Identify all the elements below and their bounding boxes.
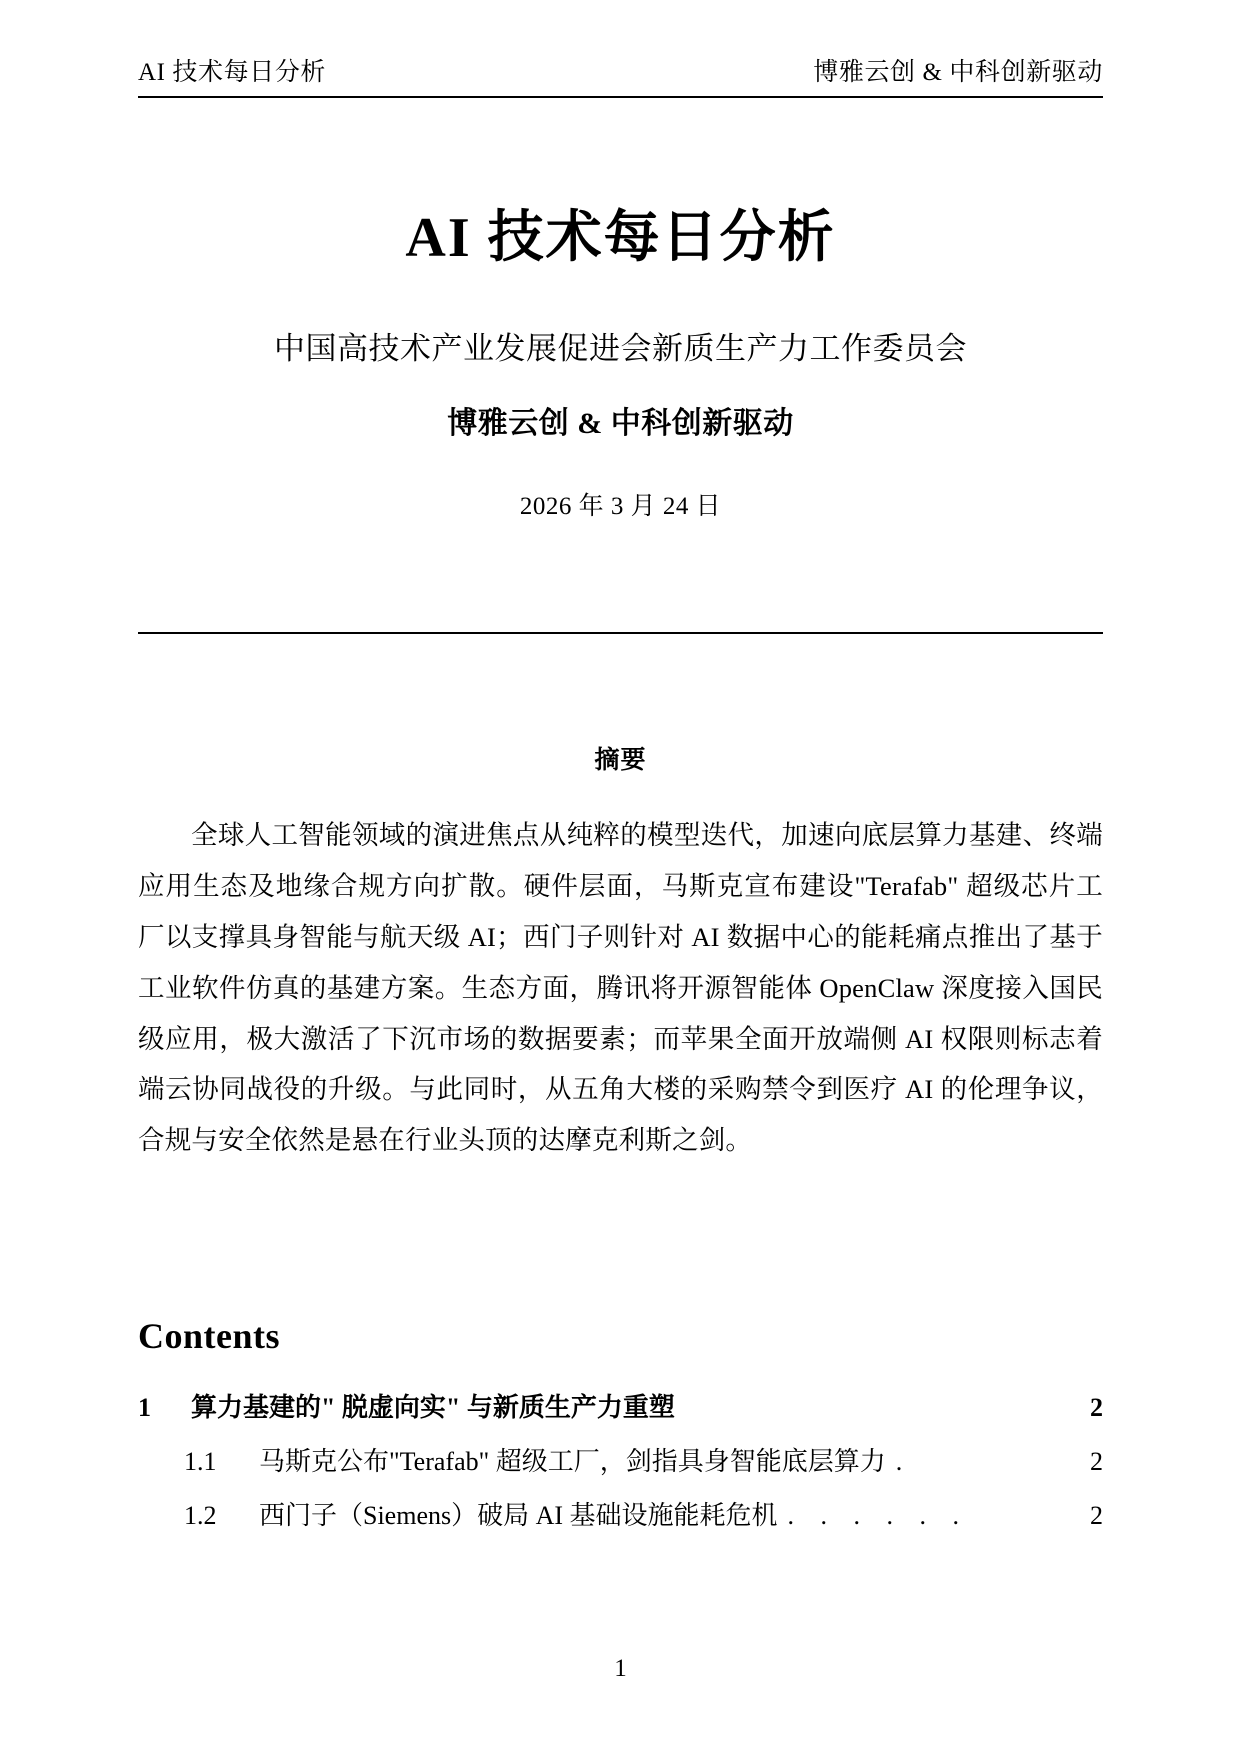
toc-number: 1.1 bbox=[184, 1447, 217, 1476]
toc-dot-leader: . . . . . . bbox=[787, 1501, 970, 1530]
folio-page-number: 1 bbox=[614, 1655, 627, 1682]
running-header-right: 博雅云创 & 中科创新驱动 bbox=[813, 59, 1103, 86]
running-header bbox=[138, 52, 1103, 88]
table-of-contents bbox=[138, 1315, 1103, 1549]
toc-entry-1[interactable] bbox=[138, 1387, 1103, 1424]
toc-number: 1 bbox=[138, 1393, 151, 1422]
running-header-left: AI 技术每日分析 bbox=[138, 59, 327, 86]
toc-number: 1.2 bbox=[184, 1501, 217, 1530]
contents-heading: Contents bbox=[138, 1316, 281, 1356]
toc-entry-1-2[interactable] bbox=[138, 1495, 1103, 1532]
page-title: AI 技术每日分析 bbox=[405, 207, 836, 269]
document-subtitle: 中国高技术产业发展促进会新质生产力工作委员会 bbox=[274, 331, 967, 367]
document-authors: 博雅云创 & 中科创新驱动 bbox=[447, 407, 794, 441]
running-header-rule bbox=[138, 96, 1103, 98]
toc-page-number: 2 bbox=[1090, 1447, 1103, 1476]
document-date: 2026 年 3 月 24 日 bbox=[519, 493, 722, 521]
title-block bbox=[138, 205, 1103, 522]
toc-page-number: 2 bbox=[1090, 1501, 1103, 1530]
abstract-body: 全球人工智能领域的演进焦点从纯粹的模型迭代，加速向底层算力基建、终端应用生态及地缘合规方向扩散。硬件层面，马斯克宣布建设"Terafab" 超级芯片工厂以支撑具身智能与航天级 AI；西门子则针对 AI 数据中心的能耗痛点推出了基于工业软件仿真的基建方案。生态方面，腾讯将开源智能体 OpenClaw 深度接入国民级应用，极大激活了下沉市场的数据要素；而苹果全面开放端侧 AI 权限则标志着端云协同战役的升级。与此同时，从五角大楼的采购禁令到医疗 AI 的伦理争议，合规与安全依然是悬在行业头顶的达摩克利斯之剑。 bbox=[138, 820, 1103, 1156]
toc-title: 算力基建的" 脱虚向实" 与新质生产力重塑 bbox=[191, 1393, 675, 1422]
toc-dot-leader: . bbox=[895, 1447, 913, 1476]
title-rule bbox=[138, 632, 1103, 634]
abstract-heading: 摘要 bbox=[594, 747, 647, 774]
abstract-section bbox=[138, 740, 1103, 1166]
toc-title: 西门子（Siemens）破局 AI 基础设施能耗危机 bbox=[259, 1501, 778, 1530]
toc-page-number: 2 bbox=[1090, 1393, 1103, 1422]
toc-entry-1-1[interactable] bbox=[138, 1441, 1103, 1478]
toc-title: 马斯克公布"Terafab" 超级工厂，剑指具身智能底层算力 bbox=[259, 1447, 886, 1476]
